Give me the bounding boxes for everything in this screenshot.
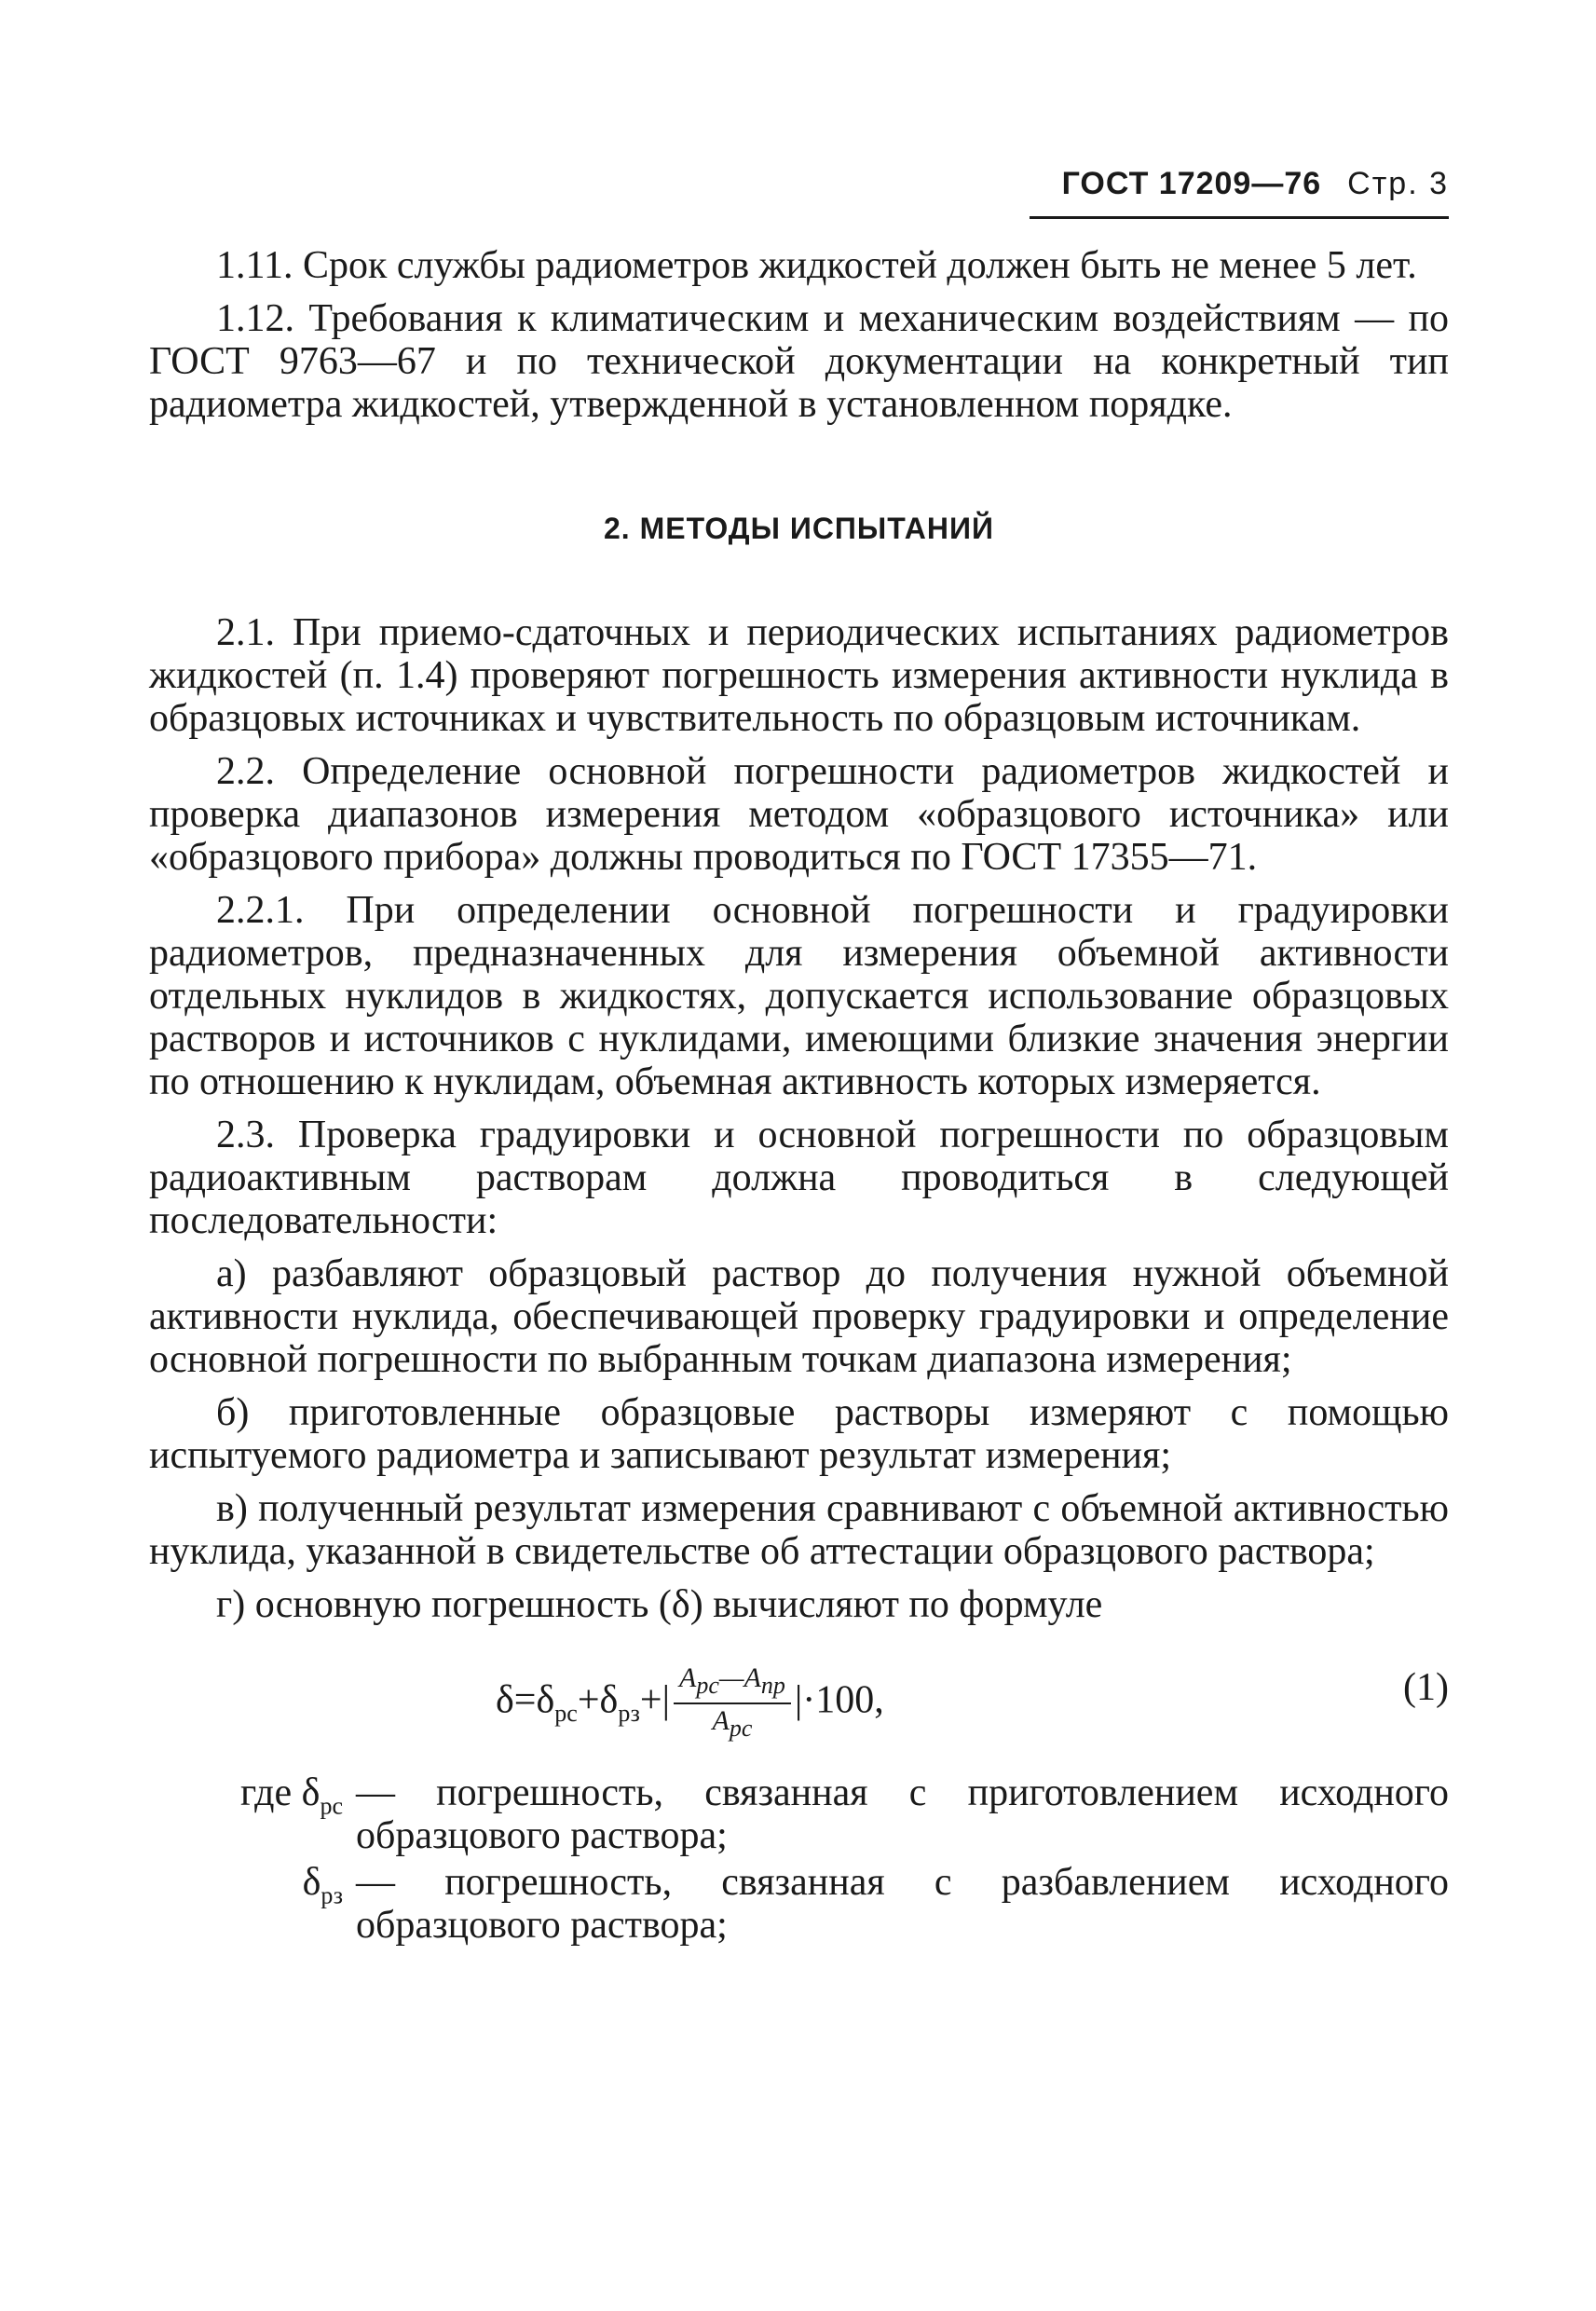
formula-1 xyxy=(149,1643,1449,1753)
paragraph-2-1: 2.1. При приемо-сдаточных и периодических испытаниях радиометров жидкостей (п. 1.4) проверяют погрешность измерения активности нуклида в образцовых источниках и чувствительность по образцовым источникам. xyxy=(149,611,1449,740)
formula-number: (1) xyxy=(1403,1666,1449,1709)
fraction-denominator xyxy=(674,1704,791,1745)
denominator-a: A xyxy=(712,1705,730,1736)
fraction-numerator xyxy=(674,1661,791,1704)
numerator-sub-pr: пр xyxy=(760,1672,785,1699)
formula-tail: |·100, xyxy=(794,1678,884,1722)
standard-code: ГОСТ 17209—76 xyxy=(1061,166,1322,201)
paragraph-1-12: 1.12. Требования к климатическим и механическим воздействиям — по ГОСТ 9763—67 и по технической документации на конкретный тип радиометра жидкостей, утвержденной в установленном порядке. xyxy=(149,297,1449,426)
list-item-a: а) разбавляют образцовый раствор до получения нужной объемной активности нуклида, обеспечивающей проверку градуировки и определение основной погрешности по выбранным точкам диапазона измерения; xyxy=(149,1252,1449,1381)
formula-sub-rz: рз xyxy=(618,1700,640,1728)
formula-expression xyxy=(496,1661,884,1745)
section-title: 2. МЕТОДЫ ИСПЫТАНИЙ xyxy=(604,512,994,545)
list-item-b: б) приготовленные образцовые растворы измеряют с помощью испытуемого радиометра и записывают результат измерения; xyxy=(149,1391,1449,1477)
definition-text: — погрешность, связанная с приготовлением исходного образцового раствора; xyxy=(356,1771,1449,1857)
formula-fraction xyxy=(674,1661,791,1745)
symbol-sub: рз xyxy=(321,1881,343,1909)
definition-prefix: где xyxy=(240,1771,302,1814)
header-rule xyxy=(1030,216,1449,219)
paragraph-2-2: 2.2. Определение основной погрешности радиометров жидкостей и проверка диапазонов измерения методом «образцового источника» или «образцового прибора» должны проводиться по ГОСТ 17355—71. xyxy=(149,750,1449,879)
page-number: Стр. 3 xyxy=(1347,166,1449,201)
formula-plus: +δ xyxy=(577,1678,619,1722)
paragraph-2-3: 2.3. Проверка градуировки и основной погрешности по образцовым радиоактивным растворам должна проводиться в следующей последовательности: xyxy=(149,1114,1449,1242)
symbol-delta: δ xyxy=(301,1771,321,1814)
formula-sub-rc: рс xyxy=(554,1700,578,1728)
definition-symbol xyxy=(149,1861,343,1947)
formula-lhs: δ=δ xyxy=(496,1678,555,1722)
numerator-sub-rc: рс xyxy=(696,1672,719,1699)
definition-symbol xyxy=(149,1771,343,1857)
symbol-sub: рс xyxy=(320,1792,343,1820)
symbol-delta: δ xyxy=(302,1861,321,1904)
definition-text: — погрешность, связанная с разбавлением исходного образцового раствора; xyxy=(356,1861,1449,1947)
definition-item xyxy=(149,1771,1449,1857)
paragraph-1-11: 1.11. Срок службы радиометров жидкостей должен быть не менее 5 лет. xyxy=(216,244,1417,287)
body-text xyxy=(149,244,1449,1950)
definition-item xyxy=(149,1861,1449,1947)
denominator-sub-rc: рс xyxy=(729,1715,753,1742)
list-item-g: г) основную погрешность (δ) вычисляют по формуле xyxy=(216,1583,1103,1626)
numerator-a: A xyxy=(679,1662,697,1693)
numerator-minus: —A xyxy=(718,1662,761,1693)
paragraph-2-2-1: 2.2.1. При определении основной погрешности и градуировки радиометров, предназначенных для измерения объемной активности отдельных нуклидов в жидкостях, допускается использование образцовых растворов и источников с нуклидами, имеющими близкие значения энергии по отношению к нуклидам, объемная активность которых измеряется. xyxy=(149,889,1449,1103)
definitions xyxy=(149,1771,1449,1947)
formula-abs-open: +| xyxy=(639,1678,671,1722)
list-item-v: в) полученный результат измерения сравнивают с объемной активностью нуклида, указанной в свидетельстве об аттестации образцового раствора; xyxy=(149,1487,1449,1573)
page-header xyxy=(149,166,1449,202)
